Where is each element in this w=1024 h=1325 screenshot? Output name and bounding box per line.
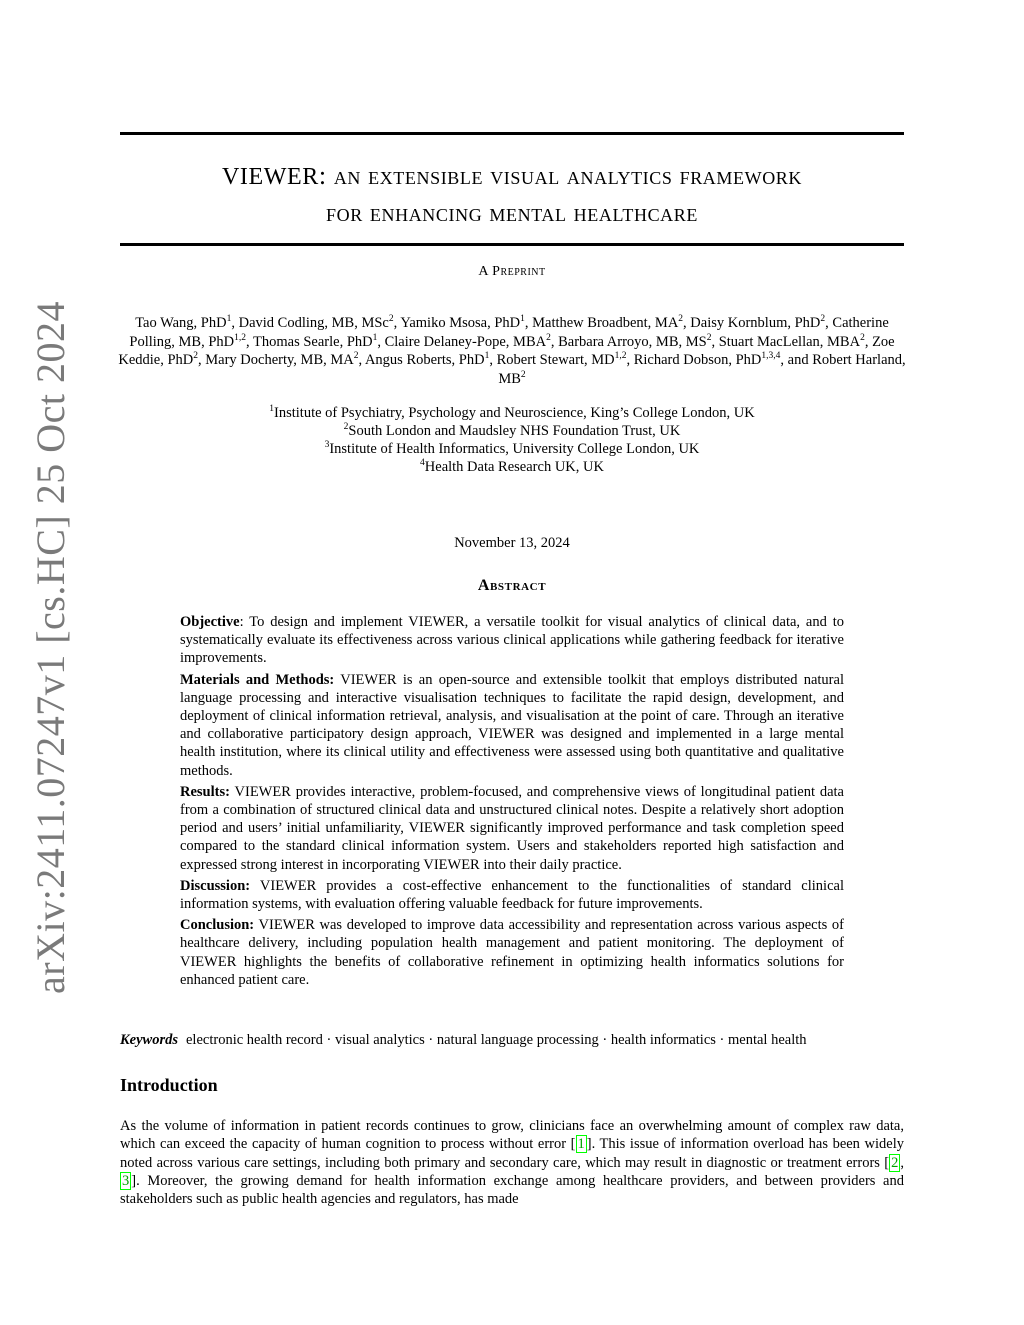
author-name: Stuart MacLellan, MBA <box>718 333 861 350</box>
citation-link-1[interactable]: 1 <box>577 1136 585 1153</box>
arxiv-side-stamp <box>24 301 76 994</box>
citation-link-3[interactable]: 3 <box>122 1172 130 1189</box>
author-affiliation-marker: 2 <box>706 332 712 343</box>
author-name: Matthew Broadbent, MA <box>532 315 679 331</box>
affiliation <box>120 404 904 422</box>
author-entry <box>558 334 711 350</box>
intro-text-2: ]. This issue of information overload has been widely noted across various care settings, including both primary and secondary care, which may result in diagnostic or treatment errors [ <box>120 1136 905 1171</box>
keyword: visual analytics <box>334 1032 425 1048</box>
author-separator: , <box>825 315 833 331</box>
keywords-label: Keywords <box>120 1032 178 1048</box>
intro-text-3: , <box>900 1154 904 1171</box>
abstract-section-text: VIEWER was developed to improve data accessibility and representation across various aspects of healthcare delivery, including population health management and patient monitoring. The deployment of VIEWER highlights the benefits of collaborative refinement in optimizing health informatics solutions for enhanced patient care. <box>180 917 844 988</box>
abstract-paragraph <box>180 783 844 874</box>
abstract-heading: Abstract <box>477 577 547 594</box>
author-entry <box>253 334 377 350</box>
keyword: electronic health record <box>186 1032 323 1048</box>
author-name: Barbara Arroyo, MB, MS <box>558 333 707 350</box>
author-separator: , <box>393 315 401 331</box>
abstract-section-text: VIEWER provides a cost-effective enhancement to the functionalities of standard clinical information systems, with evaluation offering valuable feedback for future improvements. <box>180 877 844 913</box>
author-name: Robert Stewart, MD <box>496 352 615 368</box>
keyword-separator: · <box>598 1032 611 1048</box>
intro-text-4: ]. Moreover, the growing demand for health information exchange among healthcare providers, and between providers and stakeholders such as public health agencies and regulators, has made <box>120 1172 904 1208</box>
author-entry <box>365 352 489 368</box>
author-entry <box>239 315 394 331</box>
author-entry <box>690 315 825 331</box>
preprint-label: A Preprint <box>478 264 546 279</box>
author-name: Angus Roberts, PhD <box>364 352 485 368</box>
author-name: Catherine Polling, MB, PhD <box>129 315 889 350</box>
abstract-paragraph <box>180 671 844 780</box>
title-line1-rest: : an extensible visual analytics framework <box>318 161 802 190</box>
title-line2: for enhancing mental healthcare <box>326 198 698 227</box>
author-list <box>116 314 908 388</box>
author-affiliation-marker: 2 <box>353 351 359 362</box>
abstract-section-label: Discussion: <box>180 877 251 894</box>
abstract-section-text: VIEWER provides interactive, problem-focused, and comprehensive views of longitudinal patient data from a combination of structured clinical data and unstructured clinical notes. Despite a relatively short adoption period and users’ initial unfamiliarity, VIEWER significantly improved performance and task completion speed compared to the standard clinical information system. Users and stakeholders reported high satisfaction and expressed strong interest in incorporating VIEWER into their daily practice. <box>180 783 844 873</box>
author-affiliation-marker: 1,2 <box>614 351 627 362</box>
author-affiliation-marker: 1 <box>226 314 232 325</box>
arxiv-identifier: arXiv:2411.07247v1 [cs.HC] 25 Oct 2024 <box>27 301 73 994</box>
affiliation-text: South London and Maudsley NHS Foundation Trust, UK <box>348 423 681 439</box>
intro-text-1: As the volume of information in patient records continues to grow, clinicians face an overwhelming amount of complex raw data, which can exceed the capacity of human cognition to process without error [ <box>120 1118 904 1153</box>
author-name: Tao Wang, PhD <box>135 315 227 331</box>
author-name: Robert Harland, MB <box>498 352 906 387</box>
affiliation-number: 4 <box>420 458 425 469</box>
author-affiliation-marker: 2 <box>546 332 551 343</box>
title-bottom-rule <box>120 243 904 246</box>
keyword: mental health <box>728 1032 807 1048</box>
introduction-body <box>120 1117 904 1208</box>
author-affiliation-marker: 2 <box>820 314 826 325</box>
affiliation-text: Institute of Psychiatry, Psychology and Neuroscience, King’s College London, UK <box>274 405 755 421</box>
author-entry <box>634 352 781 368</box>
author-name: Daisy Kornblum, PhD <box>690 315 821 331</box>
affiliation-text: Health Data Research UK, UK <box>424 459 604 475</box>
author-name: Richard Dobson, PhD <box>633 352 762 368</box>
abstract-paragraph <box>180 916 844 989</box>
author-separator: , <box>864 333 873 350</box>
keywords-list <box>186 1032 807 1048</box>
keywords-line <box>120 1031 904 1049</box>
author-separator: , <box>358 352 365 368</box>
author-entry <box>400 315 525 331</box>
affiliation <box>120 440 904 458</box>
abstract-paragraph <box>180 613 844 668</box>
paper-title <box>120 158 904 232</box>
author-entry <box>532 315 683 331</box>
section-heading-introduction: Introduction <box>120 1075 218 1095</box>
author-affiliation-marker: 1 <box>484 351 490 362</box>
citation-link-2[interactable]: 2 <box>891 1154 899 1171</box>
abstract-section-label: Materials and Methods: <box>180 671 335 688</box>
author-affiliation-marker: 1,2 <box>234 332 246 343</box>
author-entry <box>205 352 358 368</box>
author-name: Mary Docherty, MB, MA <box>205 352 354 368</box>
author-separator: , <box>524 315 533 331</box>
affiliation-number: 3 <box>324 440 330 451</box>
affiliation-number: 1 <box>269 404 275 415</box>
author-entry <box>497 352 627 368</box>
abstract-label-separator: : <box>239 614 250 630</box>
abstract-body <box>180 613 844 992</box>
title-top-rule <box>120 132 904 135</box>
keyword: health informatics <box>610 1032 716 1048</box>
author-separator: , <box>489 352 497 368</box>
keyword-separator: · <box>424 1032 437 1048</box>
author-name: Claire Delaney-Pope, MBA <box>384 333 547 350</box>
author-affiliation-marker: 2 <box>388 314 394 325</box>
author-separator: , <box>377 333 385 350</box>
author-entry <box>719 334 865 350</box>
author-name: Yamiko Msosa, PhD <box>400 315 521 331</box>
author-entry <box>135 315 231 331</box>
author-name: Zoe Keddie, PhD <box>118 333 895 368</box>
publication-date: November 13, 2024 <box>454 535 570 551</box>
affiliation <box>120 458 904 476</box>
author-separator: , and <box>780 352 813 368</box>
author-name: David Codling, MB, MSc <box>238 315 389 331</box>
author-affiliation-marker: 2 <box>193 351 199 362</box>
introduction-paragraph <box>120 1117 904 1208</box>
abstract-section-label: Results: <box>180 783 230 800</box>
author-affiliation-marker: 2 <box>860 332 865 343</box>
author-affiliation-marker: 1 <box>372 332 378 343</box>
author-separator: , <box>626 352 634 368</box>
keyword: natural language processing <box>436 1032 599 1048</box>
affiliation <box>120 422 904 440</box>
affiliation-text: Institute of Health Informatics, University College London, UK <box>329 441 700 457</box>
keyword-separator: · <box>322 1032 335 1048</box>
author-separator: , <box>711 333 719 350</box>
keyword-separator: · <box>715 1032 728 1048</box>
abstract-section-label: Conclusion: <box>180 917 255 934</box>
title-lead: VIEWER <box>221 164 319 190</box>
author-affiliation-marker: 2 <box>520 369 526 380</box>
abstract-label-separator <box>250 878 260 894</box>
author-separator: , <box>550 333 559 350</box>
abstract-section-text: VIEWER is an open-source and extensible toolkit that employs distributed natural language processing and interactive visualisation techniques to facilitate the rapid design, development, and deployment of clinical information retrieval, analysis, and visualisation at the point of care. Through an iterative and collaborative participatory design approach, VIEWER was designed and implemented in a large mental health institution, where its clinical utility and effectiveness were assessed using both quantitative and qualitative methods. <box>180 671 844 779</box>
author-separator: , <box>231 315 239 331</box>
author-affiliation-marker: 1,3,4 <box>761 351 781 362</box>
author-affiliation-marker: 1 <box>520 314 525 325</box>
author-separator: , <box>246 333 253 350</box>
abstract-paragraph <box>180 877 844 913</box>
author-affiliation-marker: 2 <box>678 314 684 325</box>
author-separator: , <box>683 315 691 331</box>
abstract-section-label: Objective <box>180 614 240 630</box>
affiliation-number: 2 <box>343 422 349 433</box>
author-name: Thomas Searle, PhD <box>253 333 373 350</box>
author-entry <box>385 334 551 350</box>
author-separator: , <box>198 352 206 368</box>
abstract-section-text: To design and implement VIEWER, a versatile toolkit for visual analytics of clinical data, and to systematically evaluate its effectiveness across various clinical applications while gathering feedback for iterative improvements. <box>180 614 844 667</box>
affiliation-list <box>120 404 904 476</box>
